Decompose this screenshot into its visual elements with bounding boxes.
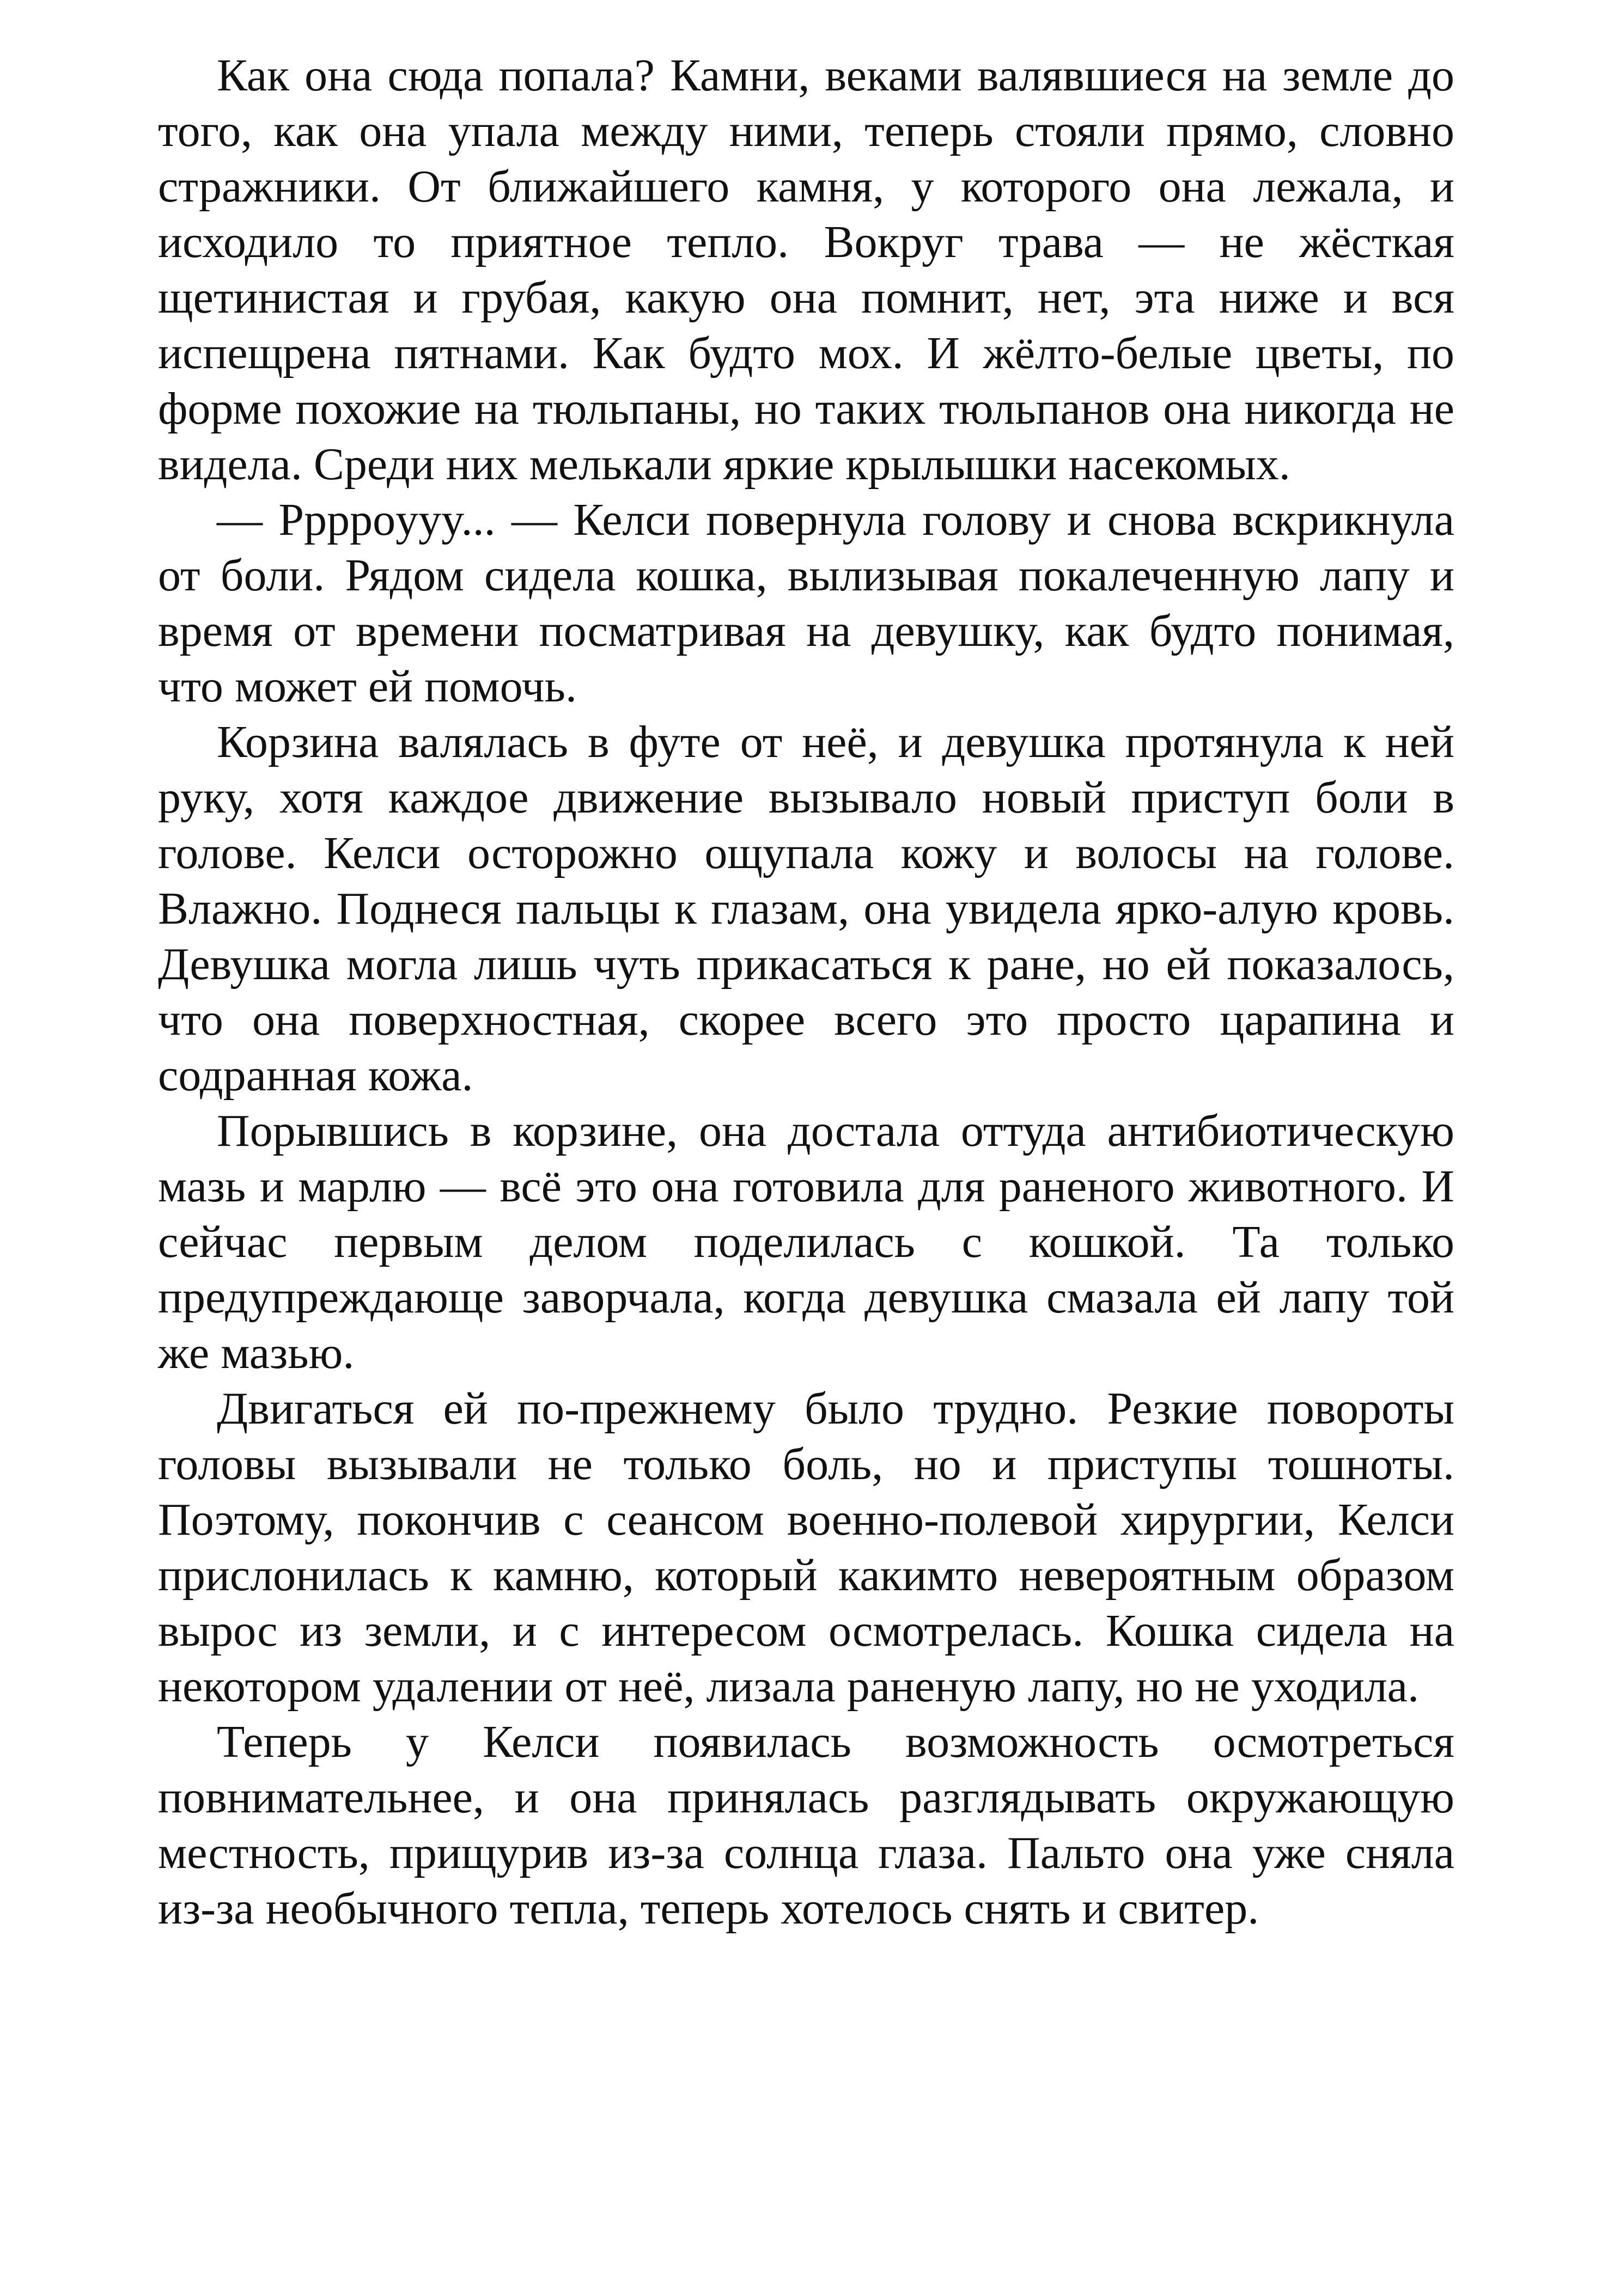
paragraph-5: Двигаться ей по-прежнему было трудно. Резкие повороты головы вызывали не только боль, но и приступы тошноты. Поэтому, покончив с сеансом военно-полевой хирургии, Келси прислонилась к камню, который какимто невероятным образом вырос из земли, и с интересом осмотрелась. Кошка сидела на некотором удалении от неё, лизала раненую лапу, но не уходила. (158, 1383, 1454, 1712)
paragraph-4: Порывшись в корзине, она достала оттуда антибиотическую мазь и марлю — всё это она готовила для раненого животного. И сейчас первым делом поделилась с кошкой. Та только предупреждающе заворчала, когда девушка смазала ей лапу той же мазью. (158, 1106, 1454, 1378)
page-text (158, 48, 1454, 1937)
paragraph-1: Как она сюда попала? Камни, веками валявшиеся на земле до того, как она упала между ними, теперь стояли прямо, словно стражники. От ближайшего камня, у которого она лежала, и исходило то приятное тепло. Вокруг трава — не жёсткая щетинистая и грубая, какую она помнит, нет, эта ниже и вся испещрена пятнами. Как будто мох. И жёлто-белые цветы, по форме похожие на тюльпаны, но таких тюльпанов она никогда не видела. Среди них мелькали яркие крылышки насекомых. (158, 50, 1454, 490)
paragraph-3: Корзина валялась в футе от неё, и девушка протянула к ней руку, хотя каждое движение вызывало новый приступ боли в голове. Келси осторожно ощупала кожу и волосы на голове. Влажно. Поднеся пальцы к глазам, она увидела ярко-алую кровь. Девушка могла лишь чуть прикасаться к ране, но ей показалось, что она поверхностная, скорее всего это просто царапина и содранная кожа. (158, 717, 1454, 1101)
paragraph-2: — Ррррoyyy... — Келси повернула голову и снова вскрикнула от боли. Рядом сидела кошка, вылизывая покалеченную лапу и время от времени посматривая на девушку, как будто понимая, что может ей помочь. (158, 494, 1454, 712)
paragraph-6: Теперь у Келси появилась возможность осмотреться повнимательнее, и она принялась разглядывать окружающую местность, прищурив из-за солнца глаза. Пальто она уже сняла из-за необычного тепла, теперь хотелось снять и свитер. (158, 1717, 1454, 1934)
